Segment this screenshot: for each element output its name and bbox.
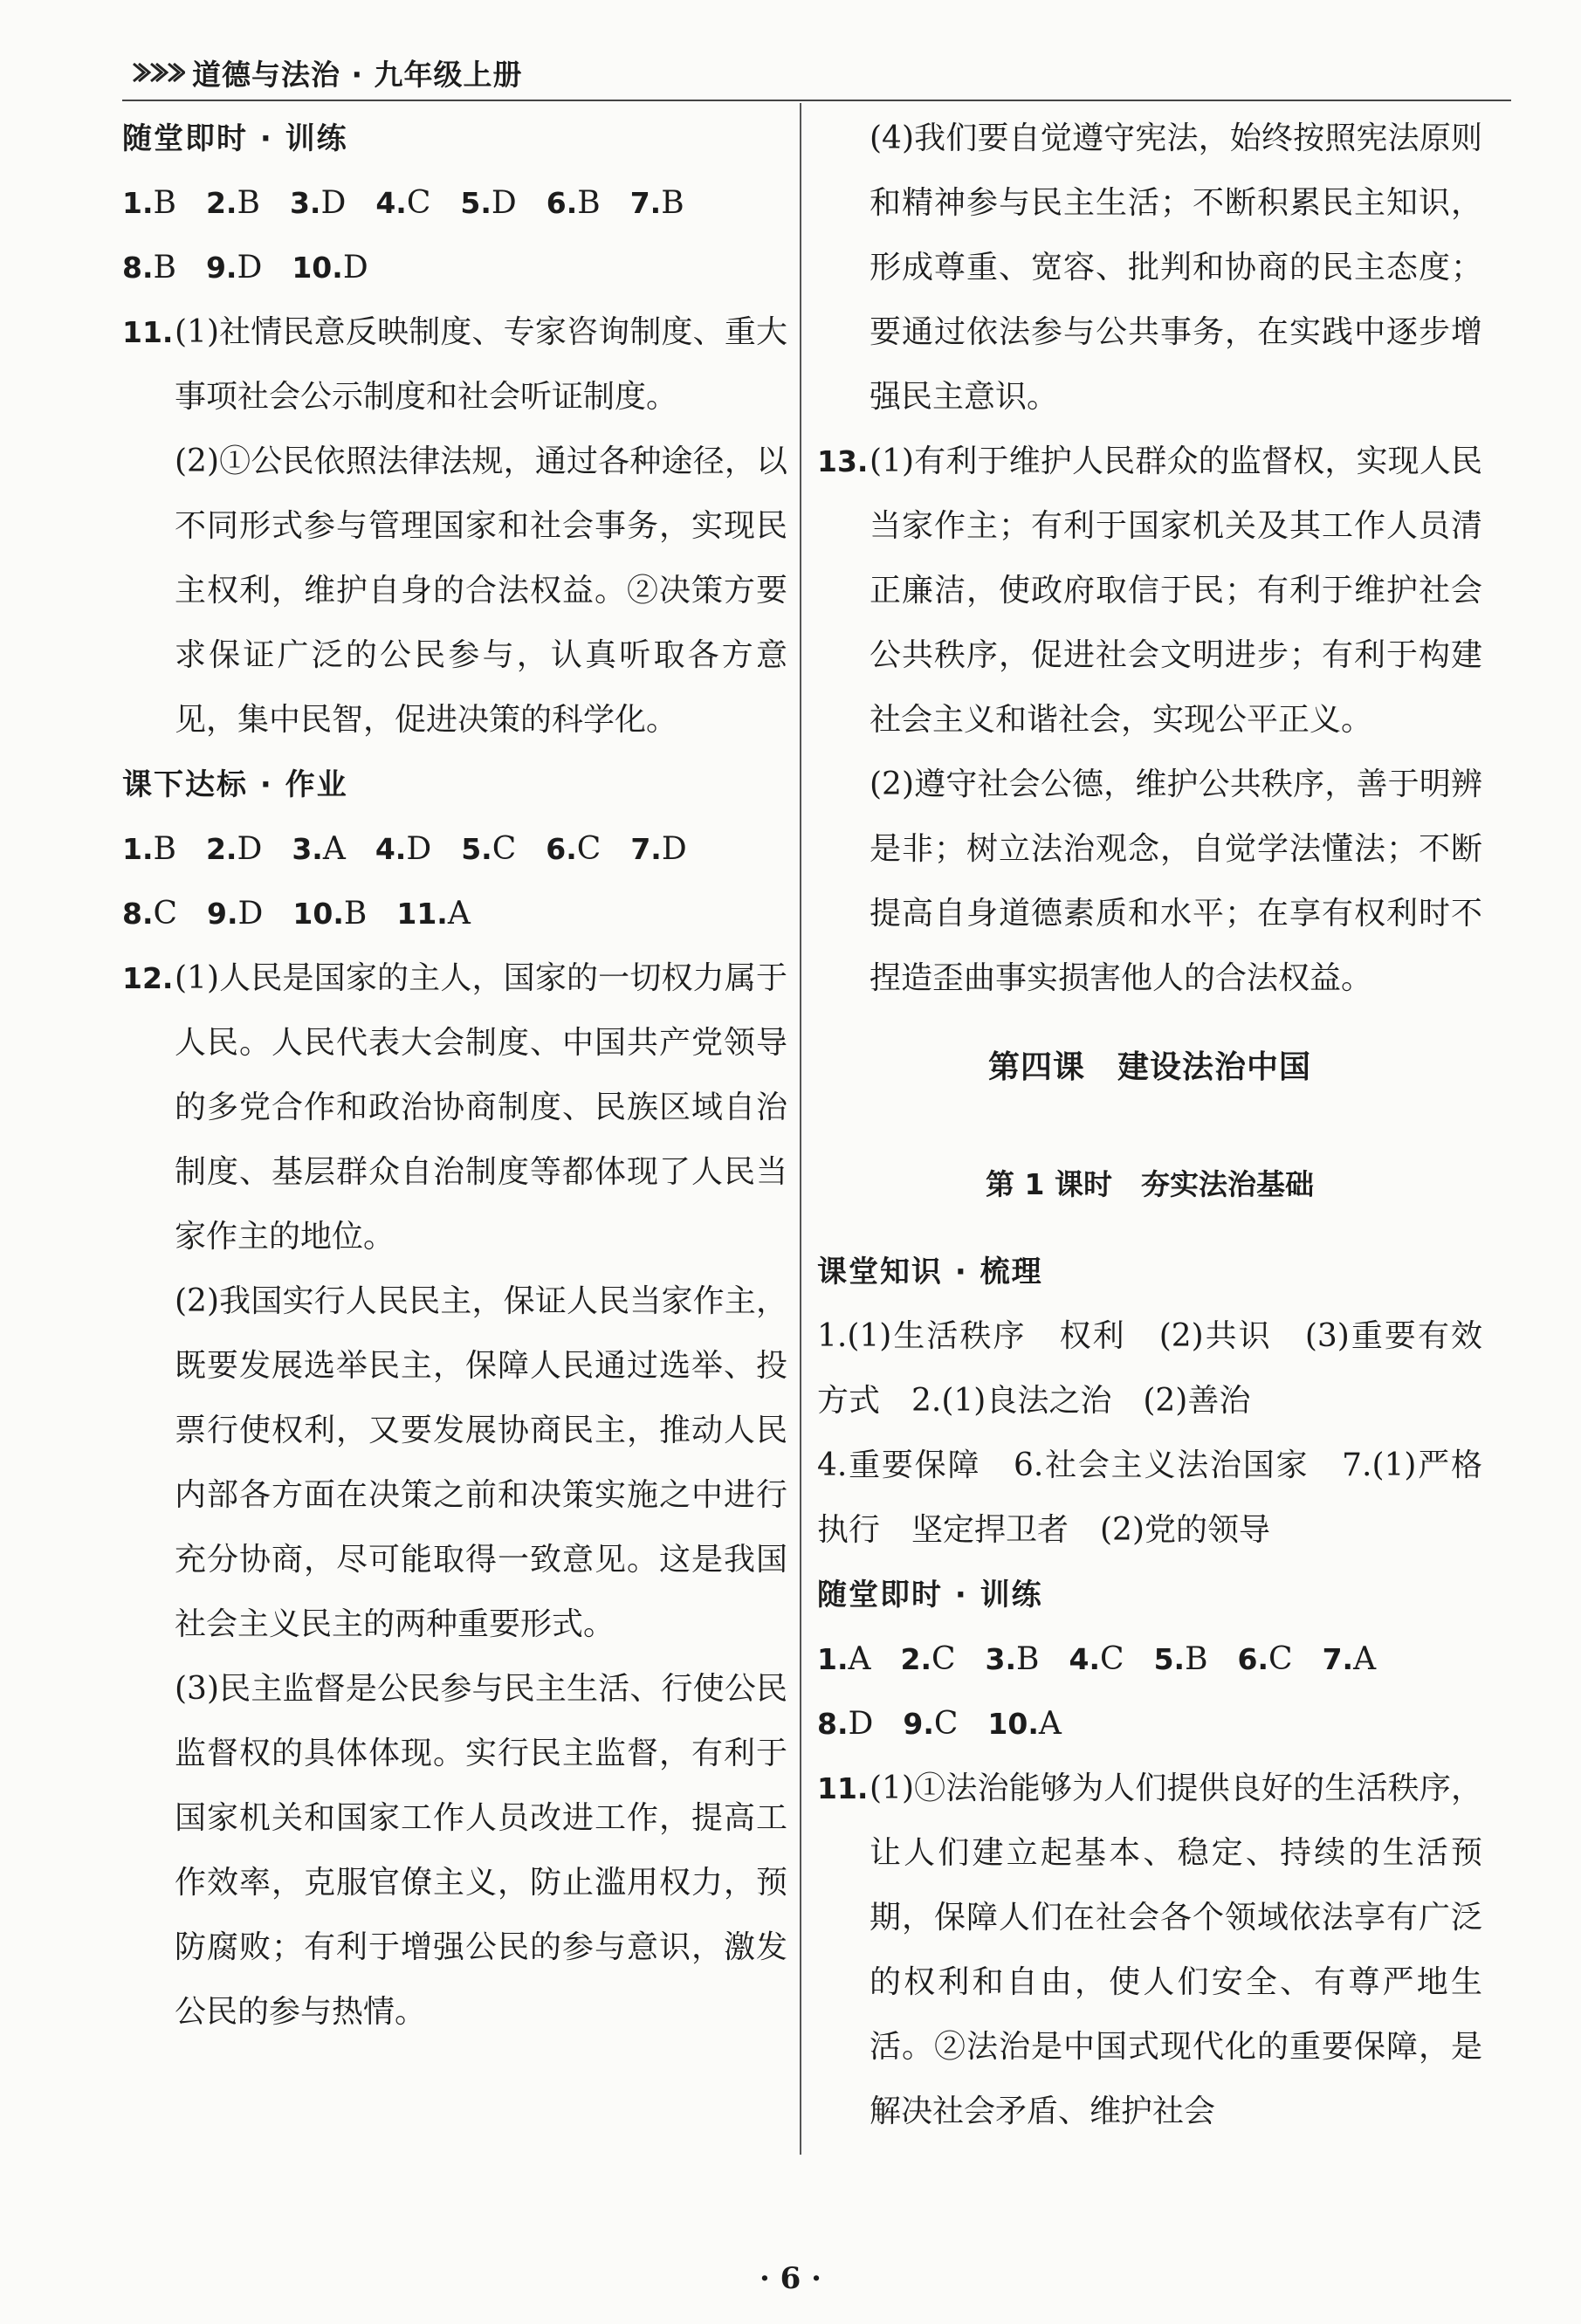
answer-paragraph: (4)我们要自觉遵守宪法，始终按照宪法原则和精神参与民主生活；不断积累民主知识，形成尊重、宽容、批判和协商的民主态度；要通过依法参与公共事务，在实践中逐步增强民主意识。: [870, 120, 1482, 415]
mc-answer-item: [122, 831, 176, 867]
mc-answer-letter: A: [322, 831, 346, 867]
header-title: 道德与法治 · 九年级上册: [192, 57, 523, 92]
mc-question-number: 8.: [122, 251, 154, 285]
right-column: [817, 107, 1482, 2144]
mc-answer-letter: D: [491, 185, 517, 221]
mc-answer-letter: C: [1268, 1641, 1293, 1677]
mc-answer-item: [901, 1641, 956, 1677]
mc-answer-item: [546, 831, 601, 867]
mc-question-number: 2.: [900, 1642, 931, 1676]
mc-question-number: 6.: [546, 832, 577, 866]
mc-answers: [817, 1692, 1482, 1757]
mc-answer-item: [987, 1706, 1061, 1742]
mc-answer-item: [546, 185, 601, 221]
triple-arrow-icon: [131, 60, 185, 85]
mc-question-number: 6.: [546, 186, 578, 220]
mc-answer-letter: A: [848, 1641, 871, 1677]
question-number: 11.: [817, 1771, 869, 1805]
mc-answer-item: [903, 1706, 958, 1742]
mc-answer-letter: D: [342, 250, 368, 285]
mc-question-number: 9.: [205, 251, 237, 285]
mc-answer-item: [292, 896, 367, 932]
mc-answer-letter: D: [848, 1706, 874, 1742]
answer-paragraph: (1)人民是国家的主人，国家的一切权力属于人民。人民代表大会制度、中国共产党领导的多党合作和政治协商制度、民族区域自治制度、基层群众自治制度等都体现了人民当家作主的地位。: [175, 960, 787, 1255]
mc-answer-item: [396, 896, 470, 932]
mc-answer-item: [1323, 1641, 1377, 1677]
mc-answer-item: [817, 1706, 873, 1742]
mc-answer-item: [292, 250, 368, 285]
mc-answer-item: [1154, 1641, 1208, 1677]
mc-answer-item: [122, 250, 176, 285]
question-13: [817, 430, 1482, 753]
mc-question-number: 11.: [396, 897, 448, 931]
mc-answer-letter: D: [406, 831, 432, 867]
section-heading: 课下达标 · 作业: [122, 767, 348, 802]
mc-answer-letter: D: [237, 831, 263, 867]
mc-question-number: 10.: [987, 1707, 1039, 1741]
lesson-title: 第四课 建设法治中国: [987, 1049, 1311, 1085]
answer-paragraph: (2)遵守社会公德，维护公共秩序，善于明辨是非；树立法治观念，自觉学法懂法；不断提高自身道德素质和水平；在享有权利时不捏造歪曲事实损害他人的合法权益。: [870, 767, 1482, 996]
mc-answer-letter: B: [1016, 1641, 1040, 1677]
mc-question-number: 8.: [817, 1707, 849, 1741]
mc-answer-letter: B: [153, 831, 176, 867]
mc-answer-letter: D: [237, 896, 264, 932]
mc-answer-letter: A: [1038, 1706, 1062, 1742]
left-column: [122, 107, 787, 2045]
mc-answer-item: [122, 896, 177, 932]
mc-answer-item: [206, 831, 262, 867]
mc-answer-letter: A: [1353, 1641, 1377, 1677]
mc-answer-item: [290, 185, 346, 221]
mc-question-number: 10.: [292, 897, 344, 931]
header-rule: [122, 100, 1511, 101]
mc-answer-item: [817, 1641, 871, 1677]
mc-answer-letter: B: [577, 185, 601, 221]
mc-answer-letter: B: [153, 250, 176, 285]
column-divider: [800, 103, 801, 2155]
mc-question-number: 4.: [375, 832, 407, 866]
mc-answer-item: [1069, 1641, 1124, 1677]
mc-answer-item: [1238, 1641, 1293, 1677]
answer-paragraph: (1)社情民意反映制度、专家咨询制度、重大事项社会公示制度和社会听证制度。: [175, 314, 787, 415]
mc-answer-letter: B: [661, 185, 684, 221]
mc-answers: [122, 817, 787, 882]
running-header: [131, 51, 523, 94]
mc-question-number: 5.: [1153, 1642, 1186, 1676]
mc-answer-letter: D: [237, 250, 263, 285]
mc-question-number: 3.: [985, 1642, 1017, 1676]
mc-answer-letter: C: [406, 185, 431, 221]
answer-paragraph: (2)我国实行人民民主，保证人民当家作主，既要发展选举民主，保障人民通过选举、投票行使权利，又要发展协商民主，推动人民内部各方面在决策之前和决策实施之中进行充分协商，尽可能取得一致意见。这是我国社会主义民主的两种重要形式。: [175, 1283, 787, 1642]
knowledge-answers: 1.(1)生活秩序 权利 (2)共识 (3)重要有效方式 2.(1)良法之治 (2)善治: [817, 1318, 1482, 1419]
mc-answer-item: [986, 1641, 1040, 1677]
mc-answer-item: [375, 831, 431, 867]
mc-answers: [817, 1627, 1482, 1692]
mc-question-number: 5.: [460, 186, 491, 220]
mc-answers: [122, 882, 787, 946]
mc-answer-item: [206, 185, 260, 221]
mc-answer-letter: D: [661, 831, 687, 867]
mc-question-number: 1.: [817, 1642, 849, 1676]
mc-answer-item: [122, 185, 176, 221]
mc-question-number: 1.: [122, 186, 154, 220]
mc-question-number: 8.: [122, 897, 154, 931]
section-heading: 课堂知识 · 梳理: [817, 1255, 1043, 1289]
mc-answer-item: [375, 185, 430, 221]
mc-answer-letter: B: [153, 185, 176, 221]
question-number: 11.: [122, 315, 174, 349]
mc-question-number: 5.: [461, 832, 492, 866]
mc-question-number: 7.: [630, 832, 662, 866]
mc-answer-item: [461, 831, 516, 867]
mc-question-number: 2.: [205, 186, 237, 220]
mc-question-number: 10.: [292, 251, 343, 285]
mc-answer-item: [292, 831, 346, 867]
mc-question-number: 3.: [289, 186, 321, 220]
section-heading: 随堂即时 · 训练: [122, 121, 348, 156]
question-number: 13.: [817, 444, 869, 478]
mc-question-number: 6.: [1237, 1642, 1269, 1676]
mc-answer-item: [630, 831, 686, 867]
question-12: [122, 946, 787, 1269]
mc-answer-letter: D: [320, 185, 347, 221]
mc-answer-letter: C: [153, 896, 178, 932]
mc-answer-letter: B: [343, 896, 368, 932]
question-11: [122, 300, 787, 430]
mc-answers: [122, 171, 787, 236]
mc-answer-letter: C: [1100, 1641, 1124, 1677]
mc-answer-letter: C: [931, 1641, 956, 1677]
question-11: [817, 1757, 1482, 2144]
section-heading: 随堂即时 · 训练: [817, 1578, 1043, 1612]
mc-answer-letter: C: [491, 831, 517, 867]
answer-paragraph: (1)①法治能够为人们提供良好的生活秩序，让人们建立起基本、稳定、持续的生活预期，保障人们在社会各个领域依法享有广泛的权利和自由，使人们安全、有尊严地生活。②法治是中国式现代化的重要保障，是解决社会矛盾、维护社会: [870, 1771, 1482, 2129]
class-title: 第 1 课时 夯实法治基础: [986, 1167, 1314, 1201]
mc-question-number: 4.: [1069, 1642, 1101, 1676]
mc-answer-letter: C: [933, 1706, 959, 1742]
mc-question-number: 4.: [375, 186, 407, 220]
mc-question-number: 9.: [903, 1707, 934, 1741]
question-number: 12.: [122, 961, 174, 995]
mc-answer-item: [207, 896, 263, 932]
mc-question-number: 7.: [1322, 1642, 1354, 1676]
mc-answer-item: [460, 185, 516, 221]
page-number: · 6 ·: [759, 2261, 821, 2296]
mc-question-number: 2.: [205, 832, 237, 866]
mc-answer-letter: C: [576, 831, 601, 867]
mc-answers: [122, 236, 787, 300]
mc-answer-item: [630, 185, 684, 221]
mc-question-number: 1.: [122, 832, 154, 866]
answer-paragraph: (3)民主监督是公民参与民主生活、行使公民监督权的具体体现。实行民主监督，有利于国家机关和国家工作人员改进工作，提高工作效率，克服官僚主义，防止滥用权力，预防腐败；有利于增强公民的参与意识，激发公民的参与热情。: [175, 1671, 787, 2030]
answer-paragraph: (1)有利于维护人民群众的监督权，实现人民当家作主；有利于国家机关及其工作人员清正廉洁，使政府取信于民；有利于维护社会公共秩序，促进社会文明进步；有利于构建社会主义和谐社会，实现公平正义。: [870, 443, 1482, 738]
knowledge-answers: 4.重要保障 6.社会主义法治国家 7.(1)严格执行 坚定捍卫者 (2)党的领导: [817, 1447, 1482, 1548]
mc-answer-item: [206, 250, 262, 285]
mc-question-number: 9.: [207, 897, 238, 931]
mc-answer-letter: B: [1185, 1641, 1208, 1677]
mc-answer-letter: A: [447, 896, 471, 932]
mc-answer-letter: B: [237, 185, 260, 221]
mc-question-number: 7.: [629, 186, 662, 220]
answer-paragraph: (2)①公民依照法律法规，通过各种途径，以不同形式参与管理国家和社会事务，实现民主权利，维护自身的合法权益。②决策方要求保证广泛的公民参与，认真听取各方意见，集中民智，促进决策的科学化。: [175, 443, 787, 738]
mc-question-number: 3.: [292, 832, 323, 866]
